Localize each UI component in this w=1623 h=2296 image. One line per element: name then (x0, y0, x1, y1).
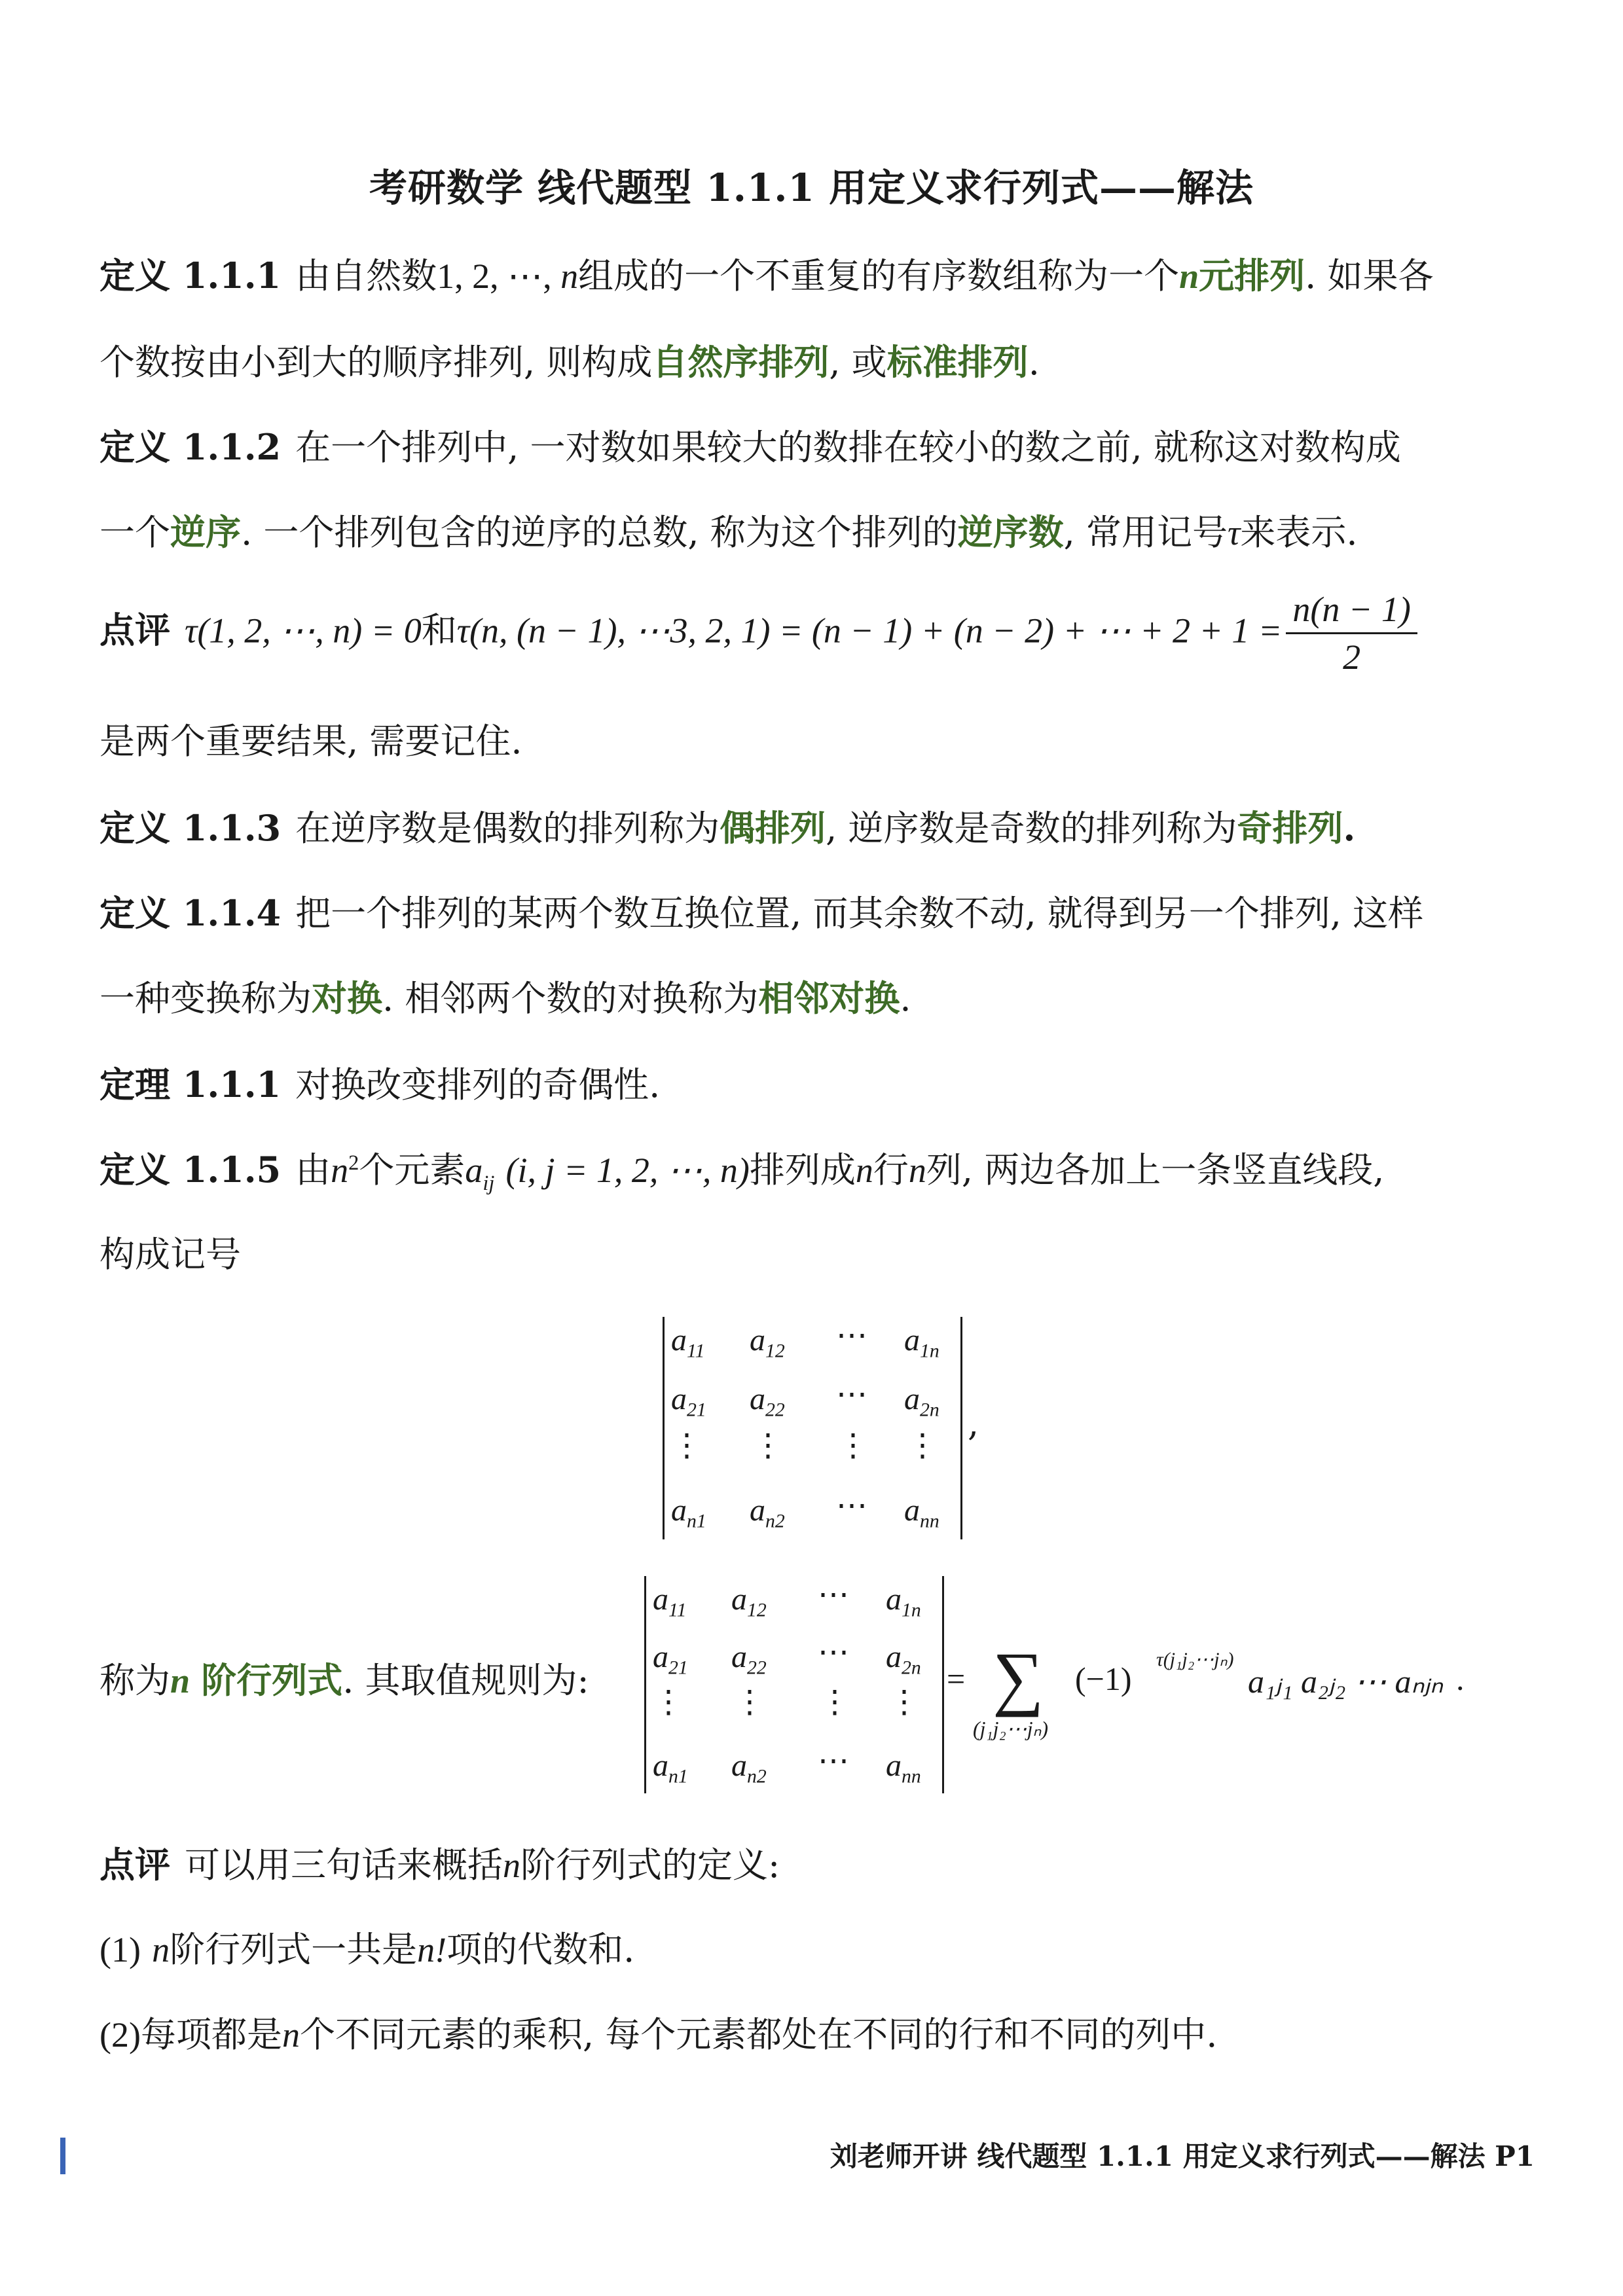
def-112-line1: 定义 1.1.2 在一个排列中, 一对数如果较大的数排在较小的数之前, 就称这对数构成 (100, 426, 1401, 468)
det2-a1n: $a_{1n}$ (886, 1582, 921, 1621)
det2-a2n: $a_{2n}$ (886, 1640, 921, 1679)
page-title: 考研数学 线代题型 1.1.1 用定义求行列式——解法 (369, 166, 1254, 210)
det2-a21: $a_{21}$ (653, 1640, 688, 1679)
det2-a11: $a_{11}$ (653, 1582, 687, 1621)
product-term: a₁ⱼ₁ a₂ⱼ₂ ⋯ aₙⱼₙ (1248, 1663, 1444, 1700)
term-even-permutation: 偶排列 (720, 807, 826, 849)
def-111-line2: 个数按由小到大的顺序排列, 则构成自然序排列, 或标准排列. (100, 341, 1040, 383)
det1-a12: $a_{12}$ (750, 1323, 785, 1362)
def-111-line1: 定义 1.1.1 由自然数1, 2, ⋯, n组成的一个不重复的有序数组称为一个n元排列. 如果各 (100, 255, 1434, 296)
def-115-line2: 构成记号 (100, 1234, 241, 1275)
det1-a22: $a_{22}$ (750, 1382, 785, 1421)
det2-vdots-4: ⋮ (888, 1685, 920, 1719)
sigma-icon: ∑ (993, 1638, 1044, 1717)
fraction: $\frac{n(n - 1)}{2}$ (1286, 589, 1417, 677)
thm-111-line: 定理 1.1.1 对换改变排列的奇偶性. (100, 1064, 661, 1105)
formula-period: . (1456, 1660, 1465, 1697)
det2-ann: $a_{nn}$ (886, 1748, 921, 1787)
det1-hdots-1: ⋯ (836, 1318, 867, 1353)
term-natural-order: 自然序排列 (652, 341, 830, 383)
def-112-label: 定义 1.1.2 (100, 426, 282, 468)
det2-vdots-3: ⋮ (819, 1685, 850, 1719)
det1-hdots-2: ⋯ (836, 1377, 867, 1412)
sum-index: (j₁j₂⋯jₙ) (973, 1717, 1048, 1740)
equals-sign: = (947, 1660, 966, 1697)
det1-an1: $a_{n1}$ (671, 1493, 706, 1532)
det1-a21: $a_{21}$ (671, 1382, 706, 1421)
def-114-line1: 定义 1.1.4 把一个排列的某两个数互换位置, 而其余数不动, 就得到另一个排列, 这样 (100, 892, 1424, 934)
term-odd-permutation: 奇排列 (1237, 807, 1343, 849)
det1-ann: $a_{nn}$ (904, 1493, 939, 1532)
term-inversion: 逆序 (170, 511, 241, 553)
det2-hdots-2: ⋯ (818, 1635, 849, 1670)
det1-vdots-1: ⋮ (671, 1428, 702, 1463)
det2-an2: $a_{n2}$ (731, 1748, 767, 1787)
thm-111-label: 定理 1.1.1 (100, 1064, 282, 1105)
footer-accent-bar (60, 2138, 65, 2174)
sign-factor: (−1) (1075, 1660, 1132, 1697)
def-115-line1: 定义 1.1.5 由$n^2$个元素$a_{ij}$ (i, j = 1, 2, ⋯, n)排列成n行n列, 两边各加上一条竖直线段, (100, 1149, 1385, 1195)
def-114-line2: 一种变换称为对换. 相邻两个数的对换称为相邻对换. (100, 977, 911, 1019)
det1-comma: , (968, 1403, 979, 1444)
list-item-2: (2)每项都是n个不同元素的乘积, 每个元素都处在不同的行和不同的列中. (100, 2014, 1218, 2055)
det1-vdots-4: ⋮ (907, 1428, 938, 1463)
sign-exponent: τ(j₁j₂⋯jₙ) (1156, 1649, 1234, 1670)
def-113-label: 定义 1.1.3 (100, 807, 282, 849)
term-transposition: 对换 (312, 977, 382, 1019)
def-113-line: 定义 1.1.3 在逆序数是偶数的排列称为偶排列, 逆序数是奇数的排列称为奇排列. (100, 807, 1356, 849)
def-112-line2: 一个逆序. 一个排列包含的逆序的总数, 称为这个排列的逆序数, 常用记号τ来表示. (100, 511, 1358, 553)
comment-1-text: 是两个重要结果, 需要记住. (100, 721, 522, 762)
def-115-label: 定义 1.1.5 (100, 1149, 282, 1191)
det1-a1n: $a_{1n}$ (904, 1323, 939, 1362)
det2-hdots-1: ⋯ (818, 1577, 849, 1612)
det2-vdots-2: ⋮ (734, 1685, 765, 1719)
comment-2-line: 点评 可以用三句话来概括n阶行列式的定义: (100, 1844, 780, 1886)
det2-a22: $a_{22}$ (731, 1640, 767, 1679)
det1-a11: $a_{11}$ (671, 1323, 705, 1362)
called-n-order-determinant: 称为n 阶行列式. 其取值规则为: (100, 1659, 589, 1701)
det1-an2: $a_{n2}$ (750, 1493, 785, 1532)
comment-1-label: 点评 (100, 609, 170, 651)
det2-an1: $a_{n1}$ (653, 1748, 688, 1787)
def-114-label: 定义 1.1.4 (100, 892, 282, 934)
determinant-expansion-formula (947, 1571, 1484, 1806)
term-adjacent-transposition: 相邻对换 (758, 977, 900, 1019)
term-n-order-determinant: 阶行列式 (201, 1659, 343, 1701)
page-footer: 刘老师开讲 线代题型 1.1.1 用定义求行列式——解法 P1 (830, 2140, 1535, 2172)
comment-1-formula: 点评 τ(1, 2, ⋯, n) = 0和τ(n, (n − 1), ⋯3, 2, 1) = (n − 1) + (n − 2) + ⋯ + 2 + 1 = $\frac{n(n - 1)}{2}$ (100, 589, 1540, 677)
term-n-permutation: 元排列 (1199, 255, 1305, 296)
list-item-1: (1) n阶行列式一共是n!项的代数和. (100, 1929, 635, 1970)
def-111-label: 定义 1.1.1 (100, 255, 282, 296)
term-standard-permutation: 标准排列 (886, 341, 1029, 383)
det2-vdots-1: ⋮ (653, 1685, 684, 1719)
det2-hdots-4: ⋯ (818, 1744, 849, 1778)
determinant-1 (663, 1317, 962, 1539)
det1-hdots-4: ⋯ (836, 1488, 867, 1523)
det1-a2n: $a_{2n}$ (904, 1382, 939, 1421)
determinant-2 (644, 1576, 944, 1793)
det1-vdots-3: ⋮ (837, 1428, 869, 1463)
det1-vdots-2: ⋮ (752, 1428, 784, 1463)
det2-a12: $a_{12}$ (731, 1582, 767, 1621)
comment-2-label: 点评 (100, 1844, 170, 1886)
term-inversion-number: 逆序数 (957, 511, 1064, 553)
